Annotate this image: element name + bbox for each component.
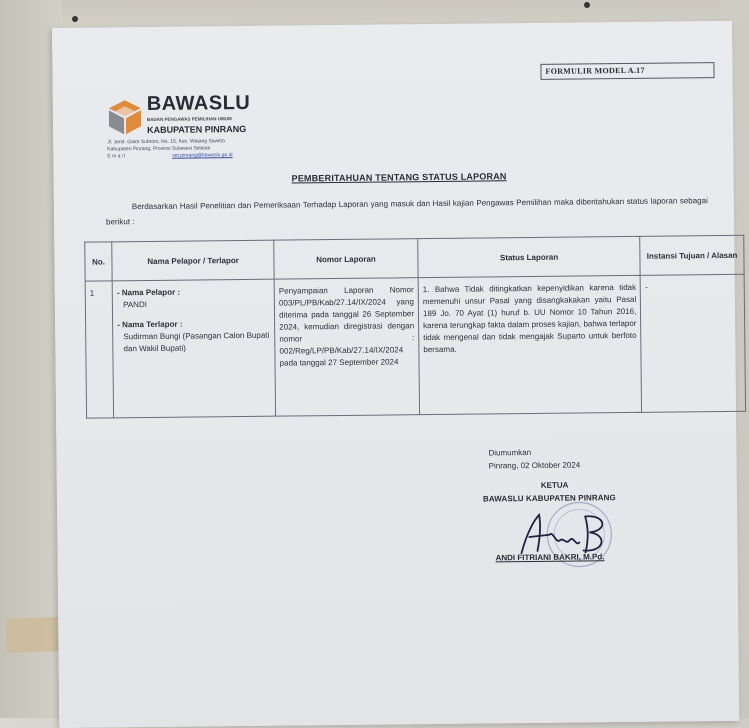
intro-paragraph: Berdasarkan Hasil Penelitian dan Pemeriksaan Terhadap Laporan yang masuk dan Hasil kajian Pengawas Pemilihan maka diberitahukan status laporan sebagai berikut : [105,196,708,227]
org-region: KABUPATEN PINRANG [147,123,247,136]
address-line: Kabupaten Pinrang, Provinsi Sulawesi Selatan [107,145,211,153]
header-no: No. [85,242,113,281]
address-line: Jl. Jend. Gatot Subroto, No. 15, Kec. Watang Sawitto [107,138,225,146]
org-subtitle: BADAN PENGAWAS PEMILIHAN UMUM [146,116,232,123]
bawaslu-logo-icon [108,99,142,135]
email-link[interactable]: set.pinrang@bawaslu.go.id [172,152,233,159]
table-header-row [85,235,744,281]
table-row [85,274,745,418]
cell-instansi: - [640,274,745,412]
header-status: Status Laporan [418,236,641,277]
header-nomor: Nomor Laporan [274,239,418,280]
announcement-document [52,21,739,728]
pelapor-name: PANDI [123,300,147,310]
org-name: BAWASLU [146,91,251,116]
report-status-table [84,235,746,419]
cell-nomor: Penyampaian Laporan Nomor 003/PL/PB/Kab/27.14/IX/2024 yang diterima pada tanggal 26 September 2024, kemudian diregistrasi dengan nomor : 002/Reg/LP/PB/Kab/27.14/IX/2024 pada tanggal 27 September 2024 [274,278,419,416]
email-line [107,152,232,159]
document-title: PEMBERITAHUAN TENTANG STATUS LAPORAN [291,171,507,184]
pin-icon [72,16,78,22]
header-nama: Nama Pelapor / Terlapor [112,240,274,281]
ketua-title: KETUA [540,480,569,490]
announced-label: Diumumkan [488,448,532,458]
cell-status: 1. Bahwa Tidak ditingkatkan kepenyidikan karena tidak memenuhi unsur Pasal yang disangkakakan yaitu Pasal 189 Jo. 70 Ayat (1) huruf b. UU Nomor 10 Tahun 2016, karena terungkap fakta dalam proses kajian, bahwa terlapor tidak mengenal dan tidak mengajak Suparto untuk berfoto bersama. [418,275,642,414]
signer-name: ANDI FITRIANI BAKRI, M.Pd. [495,552,605,563]
header-instansi: Instansi Tujuan / Alasan [640,235,744,275]
cell-no: 1 [85,281,114,418]
pin-icon [584,2,590,8]
ketua-organization: BAWASLU KABUPATEN PINRANG [482,493,616,504]
email-label: E m a i l [107,153,126,160]
terlapor-name: Sudirman Bungi (Pasangan Calon Bupati dan Wakil Bupati) [123,330,270,354]
cell-nama [112,279,275,418]
announcement-date: Pinrang, 02 Oktober 2024 [488,460,581,471]
pelapor-label: - Nama Pelapor : [116,287,181,298]
form-model-label: FORMULIR MODEL A.17 [540,62,714,80]
adhesive-tape [5,617,58,653]
terlapor-label: - Nama Terlapor : [117,319,183,330]
